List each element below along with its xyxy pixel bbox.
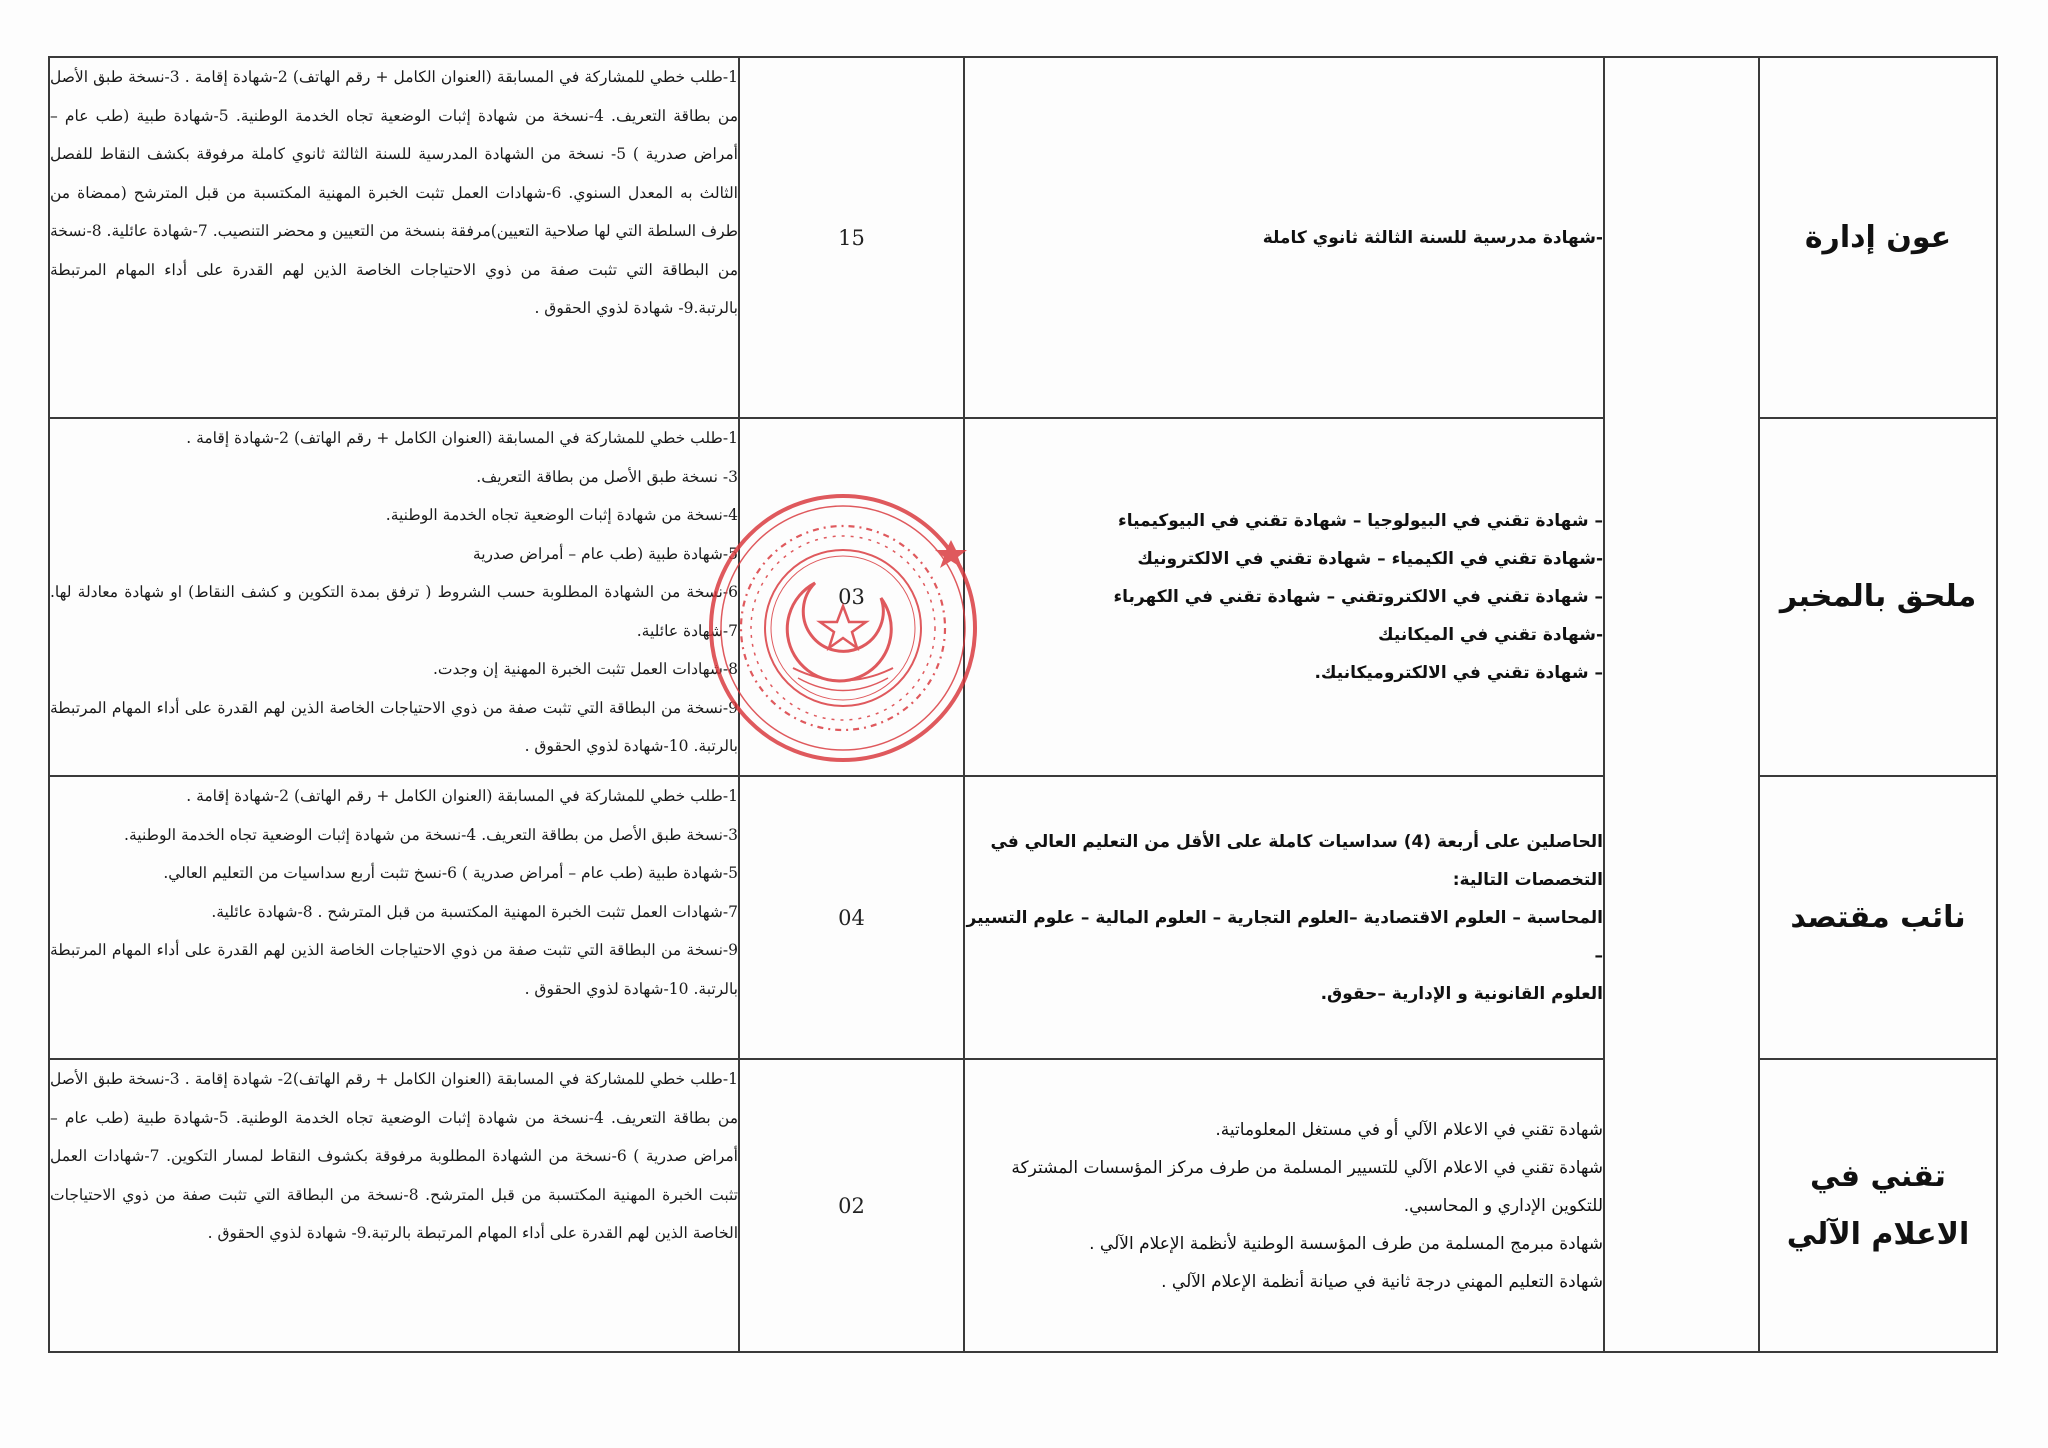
qualification-line: – شهادة تقني في الالكتروميكانيك. — [1314, 663, 1603, 683]
positions-count: 15 — [838, 225, 865, 250]
recruitment-table — [48, 56, 1998, 1353]
required-documents-cell — [49, 776, 739, 1059]
positions-count-cell — [739, 57, 964, 418]
blank-column — [1604, 57, 1759, 1352]
qualification-line: -شهادة تقني في الكيمياء – شهادة تقني في الالكترونيك — [1137, 549, 1603, 569]
grade-title: نائب مقتصد — [1790, 899, 1966, 935]
required-documents-cell — [49, 57, 739, 418]
qualification-line: -شهادة تقني في الميكانيك — [1378, 625, 1603, 645]
grade-cell — [1759, 1059, 1997, 1352]
qualification-line: شهادة التعليم المهني درجة ثانية في صيانة أنظمة الإعلام الآلي . — [1161, 1271, 1603, 1292]
required-documents-cell — [49, 1059, 739, 1352]
grade-cell — [1759, 418, 1997, 776]
qualification-line: – شهادة تقني في البيولوجيا – شهادة تقني في البيوكيمياء — [1118, 511, 1603, 531]
qualification-line: المحاسبة – العلوم الاقتصادية –العلوم التجارية – العلوم المالية – علوم التسيير – — [966, 907, 1603, 966]
documents-line: 9-نسخة من البطاقة التي تثبت صفة من ذوي الاحتياجات الخاصة الذين لهم القدرة على أداء المهام المرتبطة بالرتبة. 10-شهادة لذوي الحقوق . — [50, 941, 738, 998]
documents-text: 1-طلب خطي للمشاركة في المسابقة (العنوان الكامل + رقم الهاتف) 2-شهادة إقامة . 3-نسخة طبق الأصل من بطاقة التعريف. 4-نسخة من شهادة إثبات الوضعية تجاه الخدمة الوطنية. 5-شهادة طبية (طب عام – أمراض صدرية ) 5- نسخة من الشهادة المدرسية للسنة الثالثة ثانوي كاملة مرفوقة بكشف النقاط للفصل الثالث به المعدل السنوي. 6-شهادات العمل تثبت الخبرة المهنية المكتسبة من قبل المترشح (ممضاة من طرف السلطة التي لها صلاحية التعيين)مرفقة بنسخة من التعيين و محضر التنصيب. 7-شهادة عائلية. 8-نسخة من البطاقة التي تثبت صفة من ذوي الاحتياجات الخاصة الذين لهم القدرة على أداء المهام المرتبطة بالرتبة.9- شهادة لذوي الحقوق . — [50, 68, 739, 317]
documents-line: 8-شهادات العمل تثبت الخبرة المهنية إن وجدت. — [432, 660, 738, 678]
grade-title: عون إدارة — [1804, 219, 1952, 255]
grade-title: تقني في الاعلام الآلي — [1786, 1158, 1970, 1252]
qualification-line: التخصصات التالية: — [1452, 869, 1603, 890]
qualifications-cell — [964, 418, 1604, 776]
positions-count: 04 — [838, 905, 865, 930]
grade-cell — [1759, 776, 1997, 1059]
documents-text: 1-طلب خطي للمشاركة في المسابقة (العنوان الكامل + رقم الهاتف)2- شهادة إقامة . 3-نسخة طبق الأصل من بطاقة التعريف. 4-نسخة من شهادة إثبات الوضعية تجاه الخدمة الوطنية. 5-شهادة طبية (طب عام – أمراض صدرية ) 6-نسخة من الشهادة المطلوبة مرفوقة بكشوف النقاط لمسار التكوين. 7-شهادات العمل تثبت الخبرة المهنية المكتسبة من قبل المترشح. 8-نسخة من البطاقة التي تثبت صفة من ذوي الاحتياجات الخاصة الذين لهم القدرة على أداء المهام المرتبطة بالرتبة.9- شهادة لذوي الحقوق . — [50, 1070, 739, 1242]
qualification-line: شهادة مبرمج المسلمة من طرف المؤسسة الوطنية لأنظمة الإعلام الآلي . — [1089, 1233, 1603, 1254]
documents-line: 1-طلب خطي للمشاركة في المسابقة (العنوان الكامل + رقم الهاتف) 2-شهادة إقامة . — [186, 429, 738, 447]
documents-line: 4-نسخة من شهادة إثبات الوضعية تجاه الخدمة الوطنية. — [385, 506, 738, 524]
positions-count-cell — [739, 1059, 964, 1352]
documents-line: 5-شهادة طبية (طب عام – أمراض صدرية ) 6-نسخ تثبت أربع سداسيات من التعليم العالي. — [163, 864, 738, 882]
qualification-line: شهادة تقني في الاعلام الآلي أو في مستغل المعلوماتية. — [1215, 1119, 1603, 1140]
grade-title: ملحق بالمخبر — [1779, 579, 1977, 614]
documents-line: 6-نسخة من الشهادة المطلوبة حسب الشروط ( ترفق بمدة التكوين و كشف النقاط) او شهادة معادلة لها. 7-شهادة عائلية. — [50, 583, 738, 640]
qualification-line: شهادة تقني في الاعلام الآلي للتسيير المسلمة من طرف مركز المؤسسات المشتركة للتكوين الإداري و المحاسبي. — [1011, 1157, 1603, 1216]
grade-cell — [1759, 57, 1997, 418]
documents-line: 5-شهادة طبية (طب عام – أمراض صدرية — [472, 544, 738, 563]
table-row — [49, 57, 1997, 418]
documents-line: 9-نسخة من البطاقة التي تثبت صفة من ذوي الاحتياجات الخاصة الذين لهم القدرة على أداء المهام المرتبطة بالرتبة. 10-شهادة لذوي الحقوق . — [50, 698, 738, 755]
documents-line: 3-نسخة طبق الأصل من بطاقة التعريف. 4-نسخة من شهادة إثبات الوضعية تجاه الخدمة الوطنية. — [124, 825, 738, 844]
qualification-line: – شهادة تقني في الالكتروتقني – شهادة تقني في الكهرباء — [1113, 587, 1603, 607]
qualification-line: العلوم القانونية و الإدارية –حقوق. — [1320, 983, 1603, 1004]
qualifications-cell — [964, 1059, 1604, 1352]
qualification-line: الحاصلين على أربعة (4) سداسيات كاملة على الأقل من التعليم العالي في — [990, 831, 1603, 852]
qualifications-cell — [964, 57, 1604, 418]
documents-line: 1-طلب خطي للمشاركة في المسابقة (العنوان الكامل + رقم الهاتف) 2-شهادة إقامة . — [186, 787, 738, 805]
qualification-line: -شهادة مدرسية للسنة الثالثة ثانوي كاملة — [1262, 227, 1603, 248]
positions-count-cell — [739, 418, 964, 776]
required-documents-cell — [49, 418, 739, 776]
positions-count-cell — [739, 776, 964, 1059]
documents-line: 3- نسخة طبق الأصل من بطاقة التعريف. — [476, 467, 738, 486]
documents-line: 7-شهادات العمل تثبت الخبرة المهنية المكتسبة من قبل المترشح . 8-شهادة عائلية. — [211, 902, 738, 921]
qualifications-cell — [964, 776, 1604, 1059]
positions-count: 03 — [838, 585, 865, 609]
positions-count: 02 — [838, 1193, 865, 1218]
